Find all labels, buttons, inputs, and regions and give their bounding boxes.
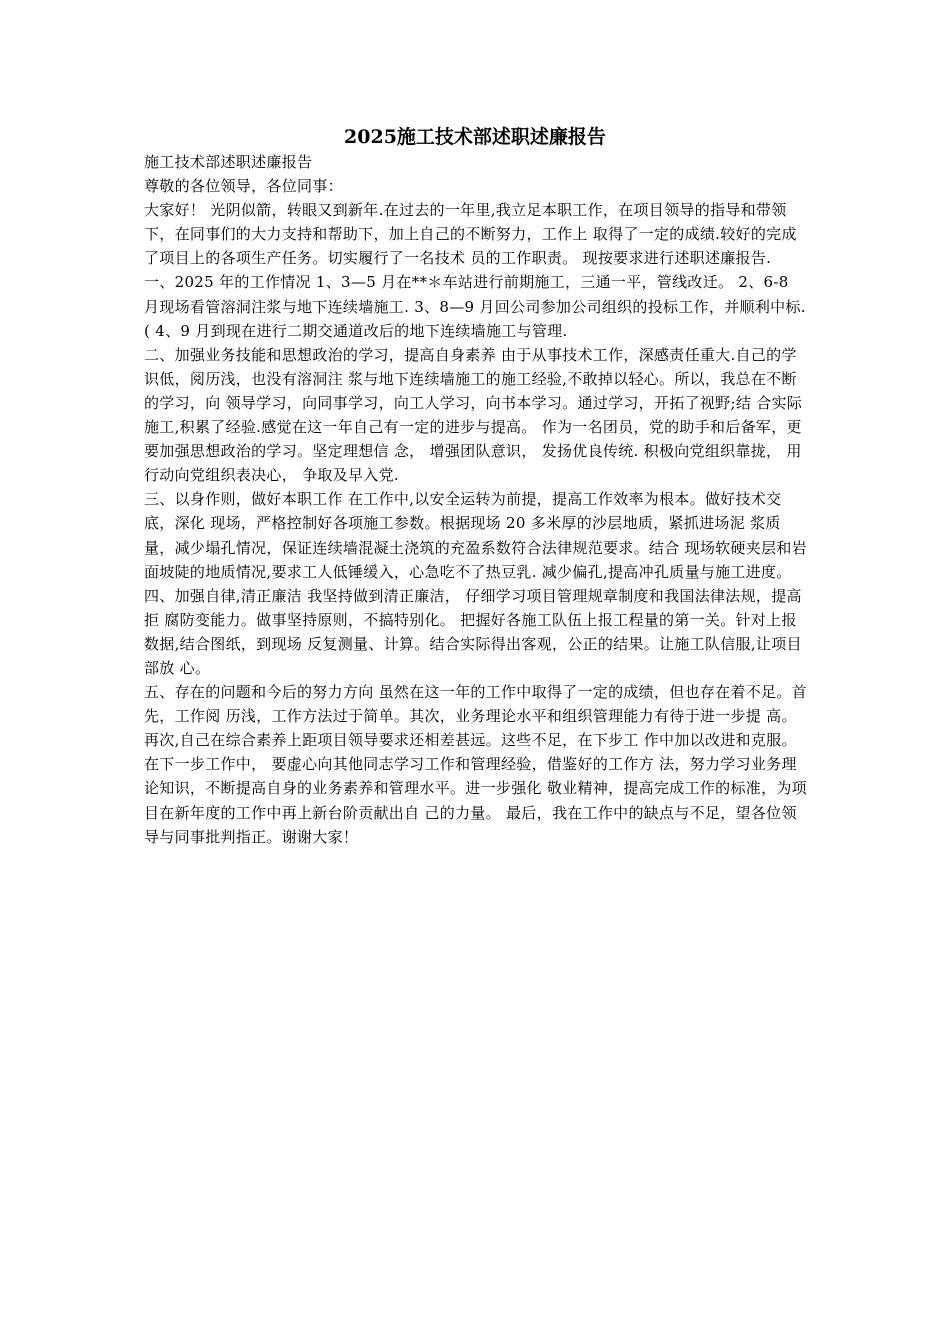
paragraph-section-2: 二、加强业务技能和思想政治的学习，提高自身素养 由于从事技术工作，深感责任重大.自己的学识低，阅历浅，也没有溶洞注 浆与地下连续墙施工的施工经验,不敢掉以轻心。所以，我总在不断的学习，向 领导学习，向同事学习，向工人学习，向书本学习。通过学习，开拓了视野;结 合实际施工,积累了经验.感觉在这一年自己有一定的进步与提高。 作为一名团员，党的助手和后备军，更要加强思想政治的学习。坚定理想信 念， 增强团队意识， 发扬优良传统. 积极向党组织靠拢， 用行动向党组织表决心， 争取及早入党. [144, 345, 803, 485]
paragraph-intro: 大家好！ 光阴似箭，转眼又到新年.在过去的一年里,我立足本职工作，在项目领导的指导和带领下，在同事们的大力支持和帮助下，加上自己的不断努力，工作上 取得了一定的成绩.较好的完成了项目上的各项生产任务。切实履行了一名技术 员的工作职责。 现按要求进行述职述廉报告. [144, 201, 797, 268]
document-body [144, 150, 808, 849]
paragraph-section-1: 一、2025 年的工作情况 1、3—5 月在**＊车站进行前期施工，三通一平，管线改迁。 2、6-8 月现场看管溶洞注浆与地下连续墙施工. 3、8—9 月回公司参加公司组织的投标工作，并顺利中标.( 4、9 月到现在进行二期交通道改后的地下连续墙施工与管理. [144, 273, 806, 340]
paragraph-closing: 在下一步工作中， 要虚心向其他同志学习工作和管理经验，借鉴好的工作方 法，努力学习业务理论知识，不断提高自身的业务素养和管理水平。进一步强化 敬业精神，提高完成工作的标准，为项目在新年度的工作中再上新台阶贡献出自 己的力量。 最后，我在工作中的缺点与不足，望各位领导与同事批判指正。谢谢大家！ [144, 755, 807, 846]
paragraph-section-5: 五、存在的问题和今后的努力方向 虽然在这一年的工作中取得了一定的成绩，但也存在着不足。首先，工作阅 历浅，工作方法过于简单。其次，业务理论水平和组织管理能力有待于进一步提 高。再次,自己在综合素养上距项目领导要求还相差甚远。这些不足，在下步工 作中加以改进和克服。 [144, 683, 807, 750]
document-title: 2025施工技术部述职述廉报告 [344, 126, 606, 148]
paragraph-section-4: 四、加强自律,清正廉洁 我坚持做到清正廉洁， 仔细学习项目管理规章制度和我国法律法规，提高拒 腐防变能力。做事坚持原则，不搞特别化。 把握好各施工队伍上报工程量的第一关。针对上报数据,结合图纸，到现场 反复测量、计算。结合实际得出客观，公正的结果。让施工队信服,让项目部放 心。 [144, 586, 802, 677]
paragraph-salutation: 尊敬的各位领导，各位同事： [144, 177, 343, 196]
paragraph-subtitle: 施工技术部述职述廉报告 [144, 153, 313, 171]
paragraph-section-3: 三、以身作则，做好本职工作 在工作中,以安全运转为前提，提高工作效率为根本。做好技术交底，深化 现场，严格控制好各项施工参数。根据现场 20 多米厚的沙层地质，紧抓进场泥 浆质量，减少塌孔情况，保证连续墙混凝土浇筑的充盈系数符合法律规范要求。结合 现场软硬夹层和岩面坡陡的地质情况,要求工人低锤缓入，心急吃不了热豆乳. 减少偏孔,提高冲孔质量与施工进度。 [144, 490, 807, 581]
